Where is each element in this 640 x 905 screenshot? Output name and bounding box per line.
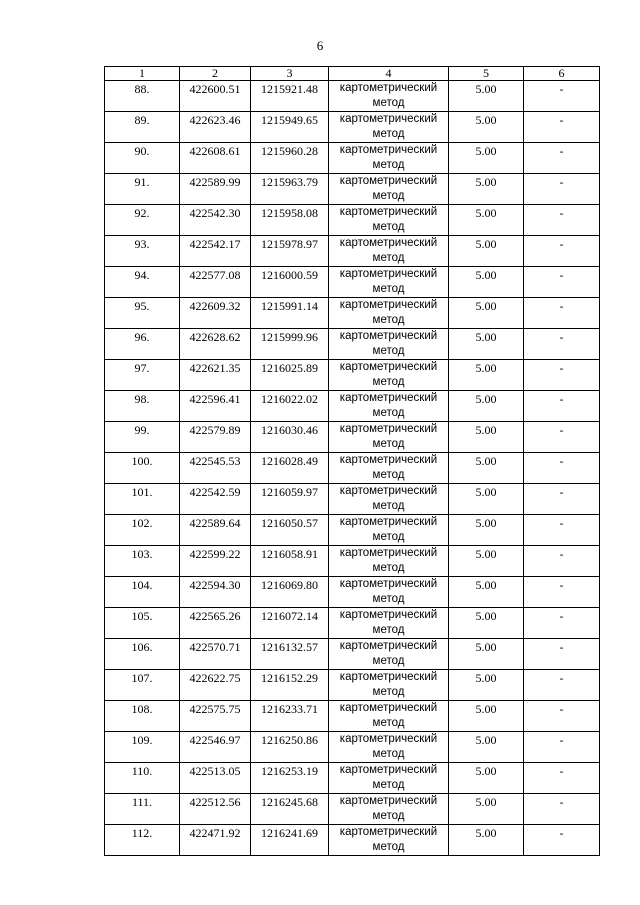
x-coordinate-cell: 422570.71	[180, 639, 251, 670]
x-coordinate-cell: 422512.56	[180, 794, 251, 825]
table-row	[105, 763, 600, 794]
accuracy-cell: 5.00	[449, 732, 524, 763]
x-coordinate-cell: 422589.99	[180, 174, 251, 205]
table-row	[105, 174, 600, 205]
note-cell: -	[524, 453, 600, 484]
note-cell: -	[524, 577, 600, 608]
method-cell: картометрический метод	[329, 298, 449, 329]
accuracy-cell: 5.00	[449, 205, 524, 236]
y-coordinate-cell: 1216233.71	[251, 701, 329, 732]
point-number-cell: 92.	[105, 205, 180, 236]
note-cell: -	[524, 794, 600, 825]
point-number-cell: 97.	[105, 360, 180, 391]
method-cell: картометрический метод	[329, 670, 449, 701]
point-number-cell: 101.	[105, 484, 180, 515]
table-row	[105, 422, 600, 453]
x-coordinate-cell: 422542.17	[180, 236, 251, 267]
table-row	[105, 608, 600, 639]
note-cell: -	[524, 298, 600, 329]
accuracy-cell: 5.00	[449, 763, 524, 794]
x-coordinate-cell: 422577.08	[180, 267, 251, 298]
note-cell: -	[524, 391, 600, 422]
method-cell: картометрический метод	[329, 763, 449, 794]
table-row	[105, 515, 600, 546]
table-row	[105, 360, 600, 391]
table-row	[105, 794, 600, 825]
y-coordinate-cell: 1216000.59	[251, 267, 329, 298]
y-coordinate-cell: 1216022.02	[251, 391, 329, 422]
point-number-cell: 89.	[105, 112, 180, 143]
table-row	[105, 205, 600, 236]
table-row	[105, 484, 600, 515]
table-row	[105, 81, 600, 112]
method-cell: картометрический метод	[329, 422, 449, 453]
note-cell: -	[524, 701, 600, 732]
accuracy-cell: 5.00	[449, 825, 524, 856]
x-coordinate-cell: 422471.92	[180, 825, 251, 856]
accuracy-cell: 5.00	[449, 608, 524, 639]
y-coordinate-cell: 1216072.14	[251, 608, 329, 639]
table-row	[105, 701, 600, 732]
y-coordinate-cell: 1216025.89	[251, 360, 329, 391]
accuracy-cell: 5.00	[449, 484, 524, 515]
y-coordinate-cell: 1216253.19	[251, 763, 329, 794]
table-row	[105, 391, 600, 422]
table-row	[105, 546, 600, 577]
x-coordinate-cell: 422623.46	[180, 112, 251, 143]
point-number-cell: 99.	[105, 422, 180, 453]
column-header: 1	[105, 67, 180, 81]
accuracy-cell: 5.00	[449, 360, 524, 391]
accuracy-cell: 5.00	[449, 81, 524, 112]
table-row	[105, 236, 600, 267]
point-number-cell: 105.	[105, 608, 180, 639]
method-cell: картометрический метод	[329, 360, 449, 391]
x-coordinate-cell: 422579.89	[180, 422, 251, 453]
note-cell: -	[524, 825, 600, 856]
note-cell: -	[524, 267, 600, 298]
page-number: 6	[316, 38, 324, 53]
method-cell: картометрический метод	[329, 794, 449, 825]
column-header: 2	[180, 67, 251, 81]
x-coordinate-cell: 422565.26	[180, 608, 251, 639]
accuracy-cell: 5.00	[449, 453, 524, 484]
note-cell: -	[524, 763, 600, 794]
point-number-cell: 107.	[105, 670, 180, 701]
y-coordinate-cell: 1215958.08	[251, 205, 329, 236]
accuracy-cell: 5.00	[449, 143, 524, 174]
table-row	[105, 639, 600, 670]
point-number-cell: 103.	[105, 546, 180, 577]
x-coordinate-cell: 422546.97	[180, 732, 251, 763]
method-cell: картометрический метод	[329, 825, 449, 856]
method-cell: картометрический метод	[329, 236, 449, 267]
x-coordinate-cell: 422542.59	[180, 484, 251, 515]
point-number-cell: 110.	[105, 763, 180, 794]
method-cell: картометрический метод	[329, 639, 449, 670]
x-coordinate-cell: 422600.51	[180, 81, 251, 112]
point-number-cell: 93.	[105, 236, 180, 267]
point-number-cell: 98.	[105, 391, 180, 422]
point-number-cell: 100.	[105, 453, 180, 484]
point-number-cell: 109.	[105, 732, 180, 763]
x-coordinate-cell: 422545.53	[180, 453, 251, 484]
point-number-cell: 102.	[105, 515, 180, 546]
x-coordinate-cell: 422599.22	[180, 546, 251, 577]
x-coordinate-cell: 422542.30	[180, 205, 251, 236]
table-row	[105, 453, 600, 484]
note-cell: -	[524, 174, 600, 205]
accuracy-cell: 5.00	[449, 577, 524, 608]
note-cell: -	[524, 608, 600, 639]
x-coordinate-cell: 422621.35	[180, 360, 251, 391]
y-coordinate-cell: 1216152.29	[251, 670, 329, 701]
accuracy-cell: 5.00	[449, 422, 524, 453]
x-coordinate-cell: 422622.75	[180, 670, 251, 701]
column-header: 6	[524, 67, 600, 81]
method-cell: картометрический метод	[329, 112, 449, 143]
y-coordinate-cell: 1215963.79	[251, 174, 329, 205]
accuracy-cell: 5.00	[449, 298, 524, 329]
point-number-cell: 108.	[105, 701, 180, 732]
y-coordinate-cell: 1216059.97	[251, 484, 329, 515]
x-coordinate-cell: 422609.32	[180, 298, 251, 329]
accuracy-cell: 5.00	[449, 515, 524, 546]
table-row	[105, 329, 600, 360]
x-coordinate-cell: 422513.05	[180, 763, 251, 794]
y-coordinate-cell: 1216132.57	[251, 639, 329, 670]
point-number-cell: 106.	[105, 639, 180, 670]
table-row	[105, 143, 600, 174]
y-coordinate-cell: 1215999.96	[251, 329, 329, 360]
accuracy-cell: 5.00	[449, 174, 524, 205]
table-body	[105, 81, 600, 856]
y-coordinate-cell: 1215978.97	[251, 236, 329, 267]
x-coordinate-cell: 422589.64	[180, 515, 251, 546]
note-cell: -	[524, 484, 600, 515]
note-cell: -	[524, 732, 600, 763]
y-coordinate-cell: 1216250.86	[251, 732, 329, 763]
note-cell: -	[524, 205, 600, 236]
accuracy-cell: 5.00	[449, 236, 524, 267]
y-coordinate-cell: 1216241.69	[251, 825, 329, 856]
method-cell: картометрический метод	[329, 267, 449, 298]
method-cell: картометрический метод	[329, 453, 449, 484]
note-cell: -	[524, 670, 600, 701]
note-cell: -	[524, 546, 600, 577]
y-coordinate-cell: 1216069.80	[251, 577, 329, 608]
table-header-row	[105, 67, 600, 81]
accuracy-cell: 5.00	[449, 267, 524, 298]
method-cell: картометрический метод	[329, 205, 449, 236]
y-coordinate-cell: 1216245.68	[251, 794, 329, 825]
accuracy-cell: 5.00	[449, 112, 524, 143]
note-cell: -	[524, 143, 600, 174]
table-row	[105, 670, 600, 701]
note-cell: -	[524, 360, 600, 391]
note-cell: -	[524, 422, 600, 453]
note-cell: -	[524, 112, 600, 143]
table-row	[105, 298, 600, 329]
table-row	[105, 825, 600, 856]
accuracy-cell: 5.00	[449, 391, 524, 422]
y-coordinate-cell: 1215960.28	[251, 143, 329, 174]
coordinates-table	[104, 66, 600, 856]
method-cell: картометрический метод	[329, 577, 449, 608]
method-cell: картометрический метод	[329, 329, 449, 360]
accuracy-cell: 5.00	[449, 794, 524, 825]
note-cell: -	[524, 81, 600, 112]
point-number-cell: 94.	[105, 267, 180, 298]
method-cell: картометрический метод	[329, 143, 449, 174]
table-row	[105, 267, 600, 298]
method-cell: картометрический метод	[329, 701, 449, 732]
accuracy-cell: 5.00	[449, 639, 524, 670]
point-number-cell: 88.	[105, 81, 180, 112]
y-coordinate-cell: 1215921.48	[251, 81, 329, 112]
y-coordinate-cell: 1215991.14	[251, 298, 329, 329]
column-header: 3	[251, 67, 329, 81]
x-coordinate-cell: 422628.62	[180, 329, 251, 360]
method-cell: картометрический метод	[329, 81, 449, 112]
point-number-cell: 95.	[105, 298, 180, 329]
method-cell: картометрический метод	[329, 608, 449, 639]
table-row	[105, 577, 600, 608]
table-row	[105, 112, 600, 143]
point-number-cell: 104.	[105, 577, 180, 608]
x-coordinate-cell: 422596.41	[180, 391, 251, 422]
note-cell: -	[524, 515, 600, 546]
y-coordinate-cell: 1216030.46	[251, 422, 329, 453]
method-cell: картометрический метод	[329, 732, 449, 763]
x-coordinate-cell: 422594.30	[180, 577, 251, 608]
point-number-cell: 111.	[105, 794, 180, 825]
y-coordinate-cell: 1216050.57	[251, 515, 329, 546]
accuracy-cell: 5.00	[449, 329, 524, 360]
x-coordinate-cell: 422575.75	[180, 701, 251, 732]
table-row	[105, 732, 600, 763]
y-coordinate-cell: 1216028.49	[251, 453, 329, 484]
column-header: 4	[329, 67, 449, 81]
accuracy-cell: 5.00	[449, 546, 524, 577]
point-number-cell: 90.	[105, 143, 180, 174]
point-number-cell: 91.	[105, 174, 180, 205]
accuracy-cell: 5.00	[449, 701, 524, 732]
y-coordinate-cell: 1215949.65	[251, 112, 329, 143]
method-cell: картометрический метод	[329, 174, 449, 205]
x-coordinate-cell: 422608.61	[180, 143, 251, 174]
point-number-cell: 112.	[105, 825, 180, 856]
y-coordinate-cell: 1216058.91	[251, 546, 329, 577]
method-cell: картометрический метод	[329, 546, 449, 577]
method-cell: картометрический метод	[329, 484, 449, 515]
note-cell: -	[524, 329, 600, 360]
method-cell: картометрический метод	[329, 515, 449, 546]
method-cell: картометрический метод	[329, 391, 449, 422]
accuracy-cell: 5.00	[449, 670, 524, 701]
note-cell: -	[524, 236, 600, 267]
column-header: 5	[449, 67, 524, 81]
note-cell: -	[524, 639, 600, 670]
point-number-cell: 96.	[105, 329, 180, 360]
